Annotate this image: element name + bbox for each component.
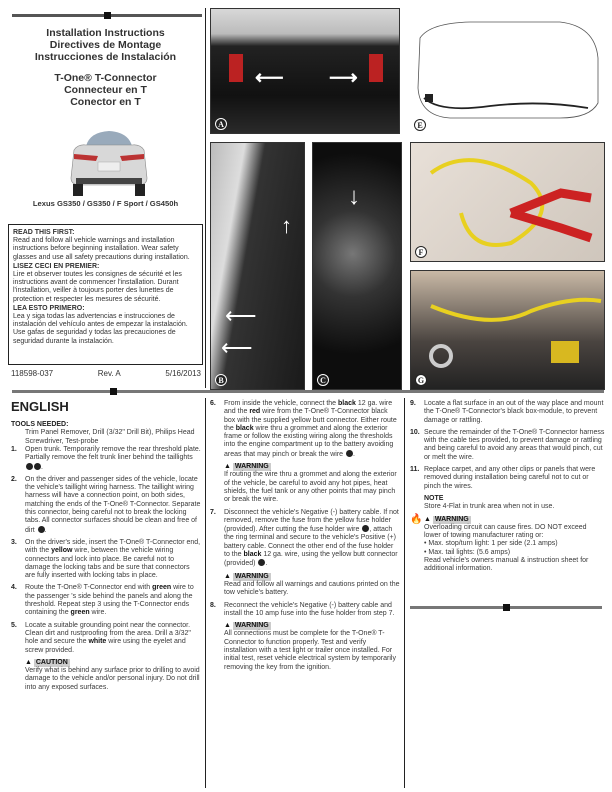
emphasis-text: red: [249, 408, 261, 416]
photo-a-trunk: [210, 8, 400, 134]
text-segment: From inside the vehicle, connect the: [224, 400, 339, 407]
product-en: T-One® T-Connector: [54, 72, 157, 84]
text-segment: .: [41, 463, 43, 471]
warning-line: Overloading circuit can cause fires. DO NOT exceed lower of towing manufacturer rating or:: [424, 523, 587, 540]
product-es: Conector en T: [70, 96, 141, 108]
warning-header: [25, 659, 201, 667]
step-number: 8.: [210, 601, 216, 609]
text-segment: wire using the eyelet and screw provided.: [25, 638, 186, 654]
text-segment: On the driver's side, insert the T-One® T-Connector end, with the: [25, 538, 201, 555]
document-footer: [11, 369, 201, 378]
step-number: 1.: [11, 446, 17, 453]
photo-label: A: [215, 118, 227, 130]
column-divider: [205, 398, 206, 788]
figure-reference-icon: [346, 450, 353, 457]
read-first-heading: LISEZ CECI EN PREMIER:: [13, 262, 100, 270]
warning-label: WARNING: [234, 572, 269, 580]
read-first-text: Lea y siga todas las advertencias e instrucciones de instalación del vehículo antes de empezar la instalación. Use gafas de seguridad y todas las precauciones de seguridad durante la instalación.: [13, 313, 188, 345]
header-rule: [12, 14, 202, 17]
warning-block: [224, 573, 400, 598]
taillight: [229, 54, 243, 82]
title-en: Installation Instructions: [46, 27, 165, 39]
warning-line: • Max. stop/turn light: 1 per side (2.1 amps): [424, 540, 558, 548]
step-number: 7.: [210, 508, 216, 516]
instruction-step: [210, 509, 400, 569]
photo-label: C: [317, 374, 329, 386]
text-segment: wire.: [89, 609, 107, 617]
end-rule: [410, 606, 602, 609]
step-number: 3.: [11, 538, 17, 546]
warning-text: Verify what is behind any surface prior to drilling to avoid damage to the vehicle and/or personal injury. Do not drill into any exposed surfaces.: [25, 667, 200, 691]
emphasis-text: yellow: [51, 547, 73, 555]
figure-reference-icon: [26, 463, 33, 470]
note-block: [424, 495, 605, 512]
warning-label: CAUTION: [35, 658, 68, 666]
warning-block: [410, 513, 605, 574]
butt-connector-illustration: [411, 271, 605, 390]
emphasis-text: black: [243, 551, 262, 559]
text-segment: .: [44, 526, 47, 534]
text-segment: wire to the passenger 's side behind the panels and along the threshold. Repeat step 3 using the T-Connector ends containing the: [25, 584, 194, 617]
rule-marker: [503, 604, 510, 611]
product-block: [8, 72, 203, 108]
text-segment: .: [265, 560, 268, 568]
warning-triangle-icon: ▲: [25, 658, 34, 666]
instruction-step: [11, 622, 201, 655]
vehicle-outline-diagram: [410, 8, 605, 134]
instructions-column-1: [11, 446, 201, 696]
instructions-column-2: [210, 400, 400, 676]
text-segment: Route the T-One® T-Connector end with: [25, 584, 153, 592]
warning-line: Read vehicle's owners manual & instruction sheet for additional information.: [424, 557, 589, 573]
column-divider: [205, 8, 206, 388]
text-segment: Open trunk. Temporarily remove the rear threshold plate. Partially remove the felt trunk liner behind the taillights: [25, 446, 201, 462]
wire-cutter-illustration: [411, 143, 605, 262]
step-text: [25, 622, 201, 655]
figure-reference-icon: [38, 526, 45, 533]
instruction-step: [410, 400, 605, 425]
photo-e-diagram: [410, 8, 605, 134]
step-text: [224, 400, 400, 459]
note-text: Store 4-Flat in trunk area when not in use.: [424, 503, 555, 511]
title-es: Instrucciones de Instalación: [34, 51, 177, 63]
text-segment: wire thru a grommet and along the exterior frame or follow the existing wiring along the thresholds into the engine compartment up to the battery avoiding areas that may pinch or break the wire: [224, 424, 394, 458]
section-heading-english: ENGLISH: [11, 399, 69, 414]
step-number: 6.: [210, 400, 216, 407]
tools-list: Trim Panel Remover, Drill (3/32" Drill Bit), Philips Head Screwdriver, Test-probe: [25, 429, 195, 445]
warning-text: If routing the wire thru a grommet and along the exterior of the vehicle, be careful to avoid any hot pipes, heat shields, the fuel tank or any other points that may pinch or break the wire.: [224, 471, 397, 504]
text-segment: 12 ga. wire and the: [224, 400, 393, 416]
text-segment: .: [353, 450, 355, 458]
text-segment: 12 ga. wire, using the yellow butt connector (provided): [224, 551, 398, 568]
step-number: 9.: [410, 400, 416, 407]
fire-icon: 🔥: [410, 513, 423, 525]
arrow-right-icon: ⟶: [329, 67, 358, 89]
product-fr: Connecteur en T: [64, 84, 147, 96]
rule-marker: [104, 12, 111, 19]
vehicle-image: [68, 128, 150, 198]
warning-triangle-icon: ▲: [424, 515, 433, 523]
warning-label: WARNING: [234, 622, 269, 630]
instruction-step: [210, 400, 400, 459]
warning-header: [410, 513, 605, 525]
taillight: [369, 54, 383, 82]
text-segment: Locate a flat surface in an out of the way place and mount the T-One® T-Connector's black box-module, to prevent damage or rattling.: [424, 400, 604, 424]
step-text: [25, 539, 201, 580]
text-segment: , attach the ring terminal and secure to the vehicle's Positive (+) battery cable. Connect the other end of the fuse holder to the: [224, 526, 396, 559]
caution-block: [25, 659, 201, 692]
instruction-step: [210, 602, 400, 619]
arrow-down-icon: ↓: [348, 183, 360, 210]
column-divider: [404, 398, 405, 788]
warning-header: [224, 463, 400, 471]
rule-marker: [110, 388, 117, 395]
warning-block: [224, 463, 400, 504]
tools-heading: TOOLS NEEDED:: [11, 421, 69, 428]
emphasis-text: black: [235, 424, 254, 432]
read-first-text: Read and follow all vehicle warnings and installation instructions before beginning installation. Wear safety glasses and use all safety precautions during installation.: [13, 237, 190, 261]
note-heading: NOTE: [424, 494, 444, 502]
step-number: 2.: [11, 475, 17, 483]
text-segment: Reconnect the vehicle's Negative (-) battery cable and install the 10 amp fuse into the fuse holder from step 7.: [224, 601, 395, 617]
section-rule: [12, 390, 604, 393]
photo-label: E: [414, 119, 426, 131]
step-number: 11.: [410, 466, 420, 474]
emphasis-text: green: [70, 609, 90, 617]
read-first-heading: READ THIS FIRST:: [13, 229, 75, 236]
text-segment: wire from the T-One® T-Connector black box with the supplied yellow butt connector. Either route the: [224, 408, 397, 432]
step-text: [224, 602, 400, 619]
read-first-text: Lire et observer toutes les consignes de sécurité et les instructions avant de commencer l'installation. Durant l'installation, veiller à toujours porter des lunettes de protection et respecter les mesures de sécurité.: [13, 271, 182, 303]
text-segment: Secure the remainder of the T-One® T-Connector harness with the cable ties provided, to prevent damage or rattling and being careful to avoid any areas that would pinch, cut or melt the wire.: [424, 428, 605, 461]
arrow-left-icon: ⟵: [225, 303, 257, 328]
warning-header: [224, 573, 400, 581]
arrow-left-icon: ⟵: [255, 67, 284, 89]
step-number: 5.: [11, 621, 17, 629]
emphasis-text: black: [338, 400, 356, 407]
text-segment: wire, between the vehicle wiring connectors and lock into place. Be careful not to damage the locking tabs and be sure that connectors are fully inserted with locking tabs in place.: [25, 547, 190, 580]
emphasis-text: green: [152, 584, 172, 592]
warning-triangle-icon: ▲: [224, 572, 233, 580]
part-number: 118598-037: [11, 369, 54, 378]
warning-label: WARNING: [234, 463, 269, 471]
photo-c-connector: [312, 142, 402, 390]
warning-triangle-icon: ▲: [224, 463, 233, 471]
arrow-left-icon: ⟵: [221, 335, 253, 360]
photo-f-cutting-wire: [410, 142, 605, 262]
step-text: [424, 429, 605, 462]
warning-label: WARNING: [434, 515, 469, 523]
photo-g-butt-connector: [410, 270, 605, 390]
figure-reference-icon: [34, 463, 41, 470]
photo-label: B: [215, 374, 227, 386]
warning-text: All connections must be complete for the T-One® T-Connector to function properly. Test and verify installation with a test light or trailer once installed. For initial test, reset vehicle electrical system by temporarily removing the key from the ignition.: [224, 630, 396, 671]
revision: Rev. A: [97, 369, 121, 378]
instruction-step: [11, 539, 201, 580]
date: 5/16/2013: [165, 369, 201, 378]
step-number: 10.: [410, 428, 420, 436]
warning-line: • Max. tail lights: (5.6 amps): [424, 548, 511, 556]
vehicle-models: Lexus GS350 / GS350 / F Sport / GS450h: [32, 199, 179, 208]
step-text: [424, 400, 605, 425]
title-block: [8, 27, 203, 63]
instruction-step: [410, 429, 605, 462]
warning-block: [224, 622, 400, 672]
instruction-step: [11, 446, 201, 472]
photo-label: G: [415, 374, 427, 386]
warning-triangle-icon: ▲: [224, 622, 233, 630]
text-segment: Replace carpet, and any other clips or panels that were removed during installation being careful not to cut or pinch the wires.: [424, 466, 596, 490]
instruction-step: [410, 466, 605, 491]
step-text: [25, 446, 201, 472]
instruction-step: [11, 476, 201, 535]
text-segment: On the driver and passenger sides of the vehicle, locate the vehicle's taillight wiring harness. The taillight wiring harness will have a connection point, on both sides, matching the ends of the T-One® T-Connector. Separate this connector, being careful not to break the locking tabs. All connector surfaces should be clean and free of dirt: [25, 475, 201, 534]
instructions-column-3: [410, 400, 605, 578]
photo-label: F: [415, 246, 427, 258]
read-first-heading: LEA ESTO PRIMERO:: [13, 304, 85, 312]
step-text: [25, 584, 201, 617]
title-fr: Directives de Montage: [49, 39, 162, 51]
read-first-box: [8, 224, 203, 365]
arrow-up-icon: ↑: [281, 213, 292, 238]
text-segment: Disconnect the vehicle's Negative (-) battery cable. If not removed, remove the fuse from the yellow fuse holder (provided). After cutting the fuse holder wire: [224, 508, 399, 534]
step-number: 4.: [11, 584, 17, 592]
emphasis-text: white: [88, 638, 107, 646]
step-text: [224, 509, 400, 569]
text-segment: Locate a suitable grounding point near the connector. Clean dirt and rustproofing from the area. Drill a 3/32" hole and secure the: [25, 621, 191, 646]
step-text: [25, 476, 201, 535]
instruction-step: [11, 584, 201, 617]
step-text: [424, 466, 605, 491]
warning-text: Read and follow all warnings and cautions printed on the tow vehicle's battery.: [224, 580, 400, 597]
photo-b-liner: [210, 142, 305, 390]
